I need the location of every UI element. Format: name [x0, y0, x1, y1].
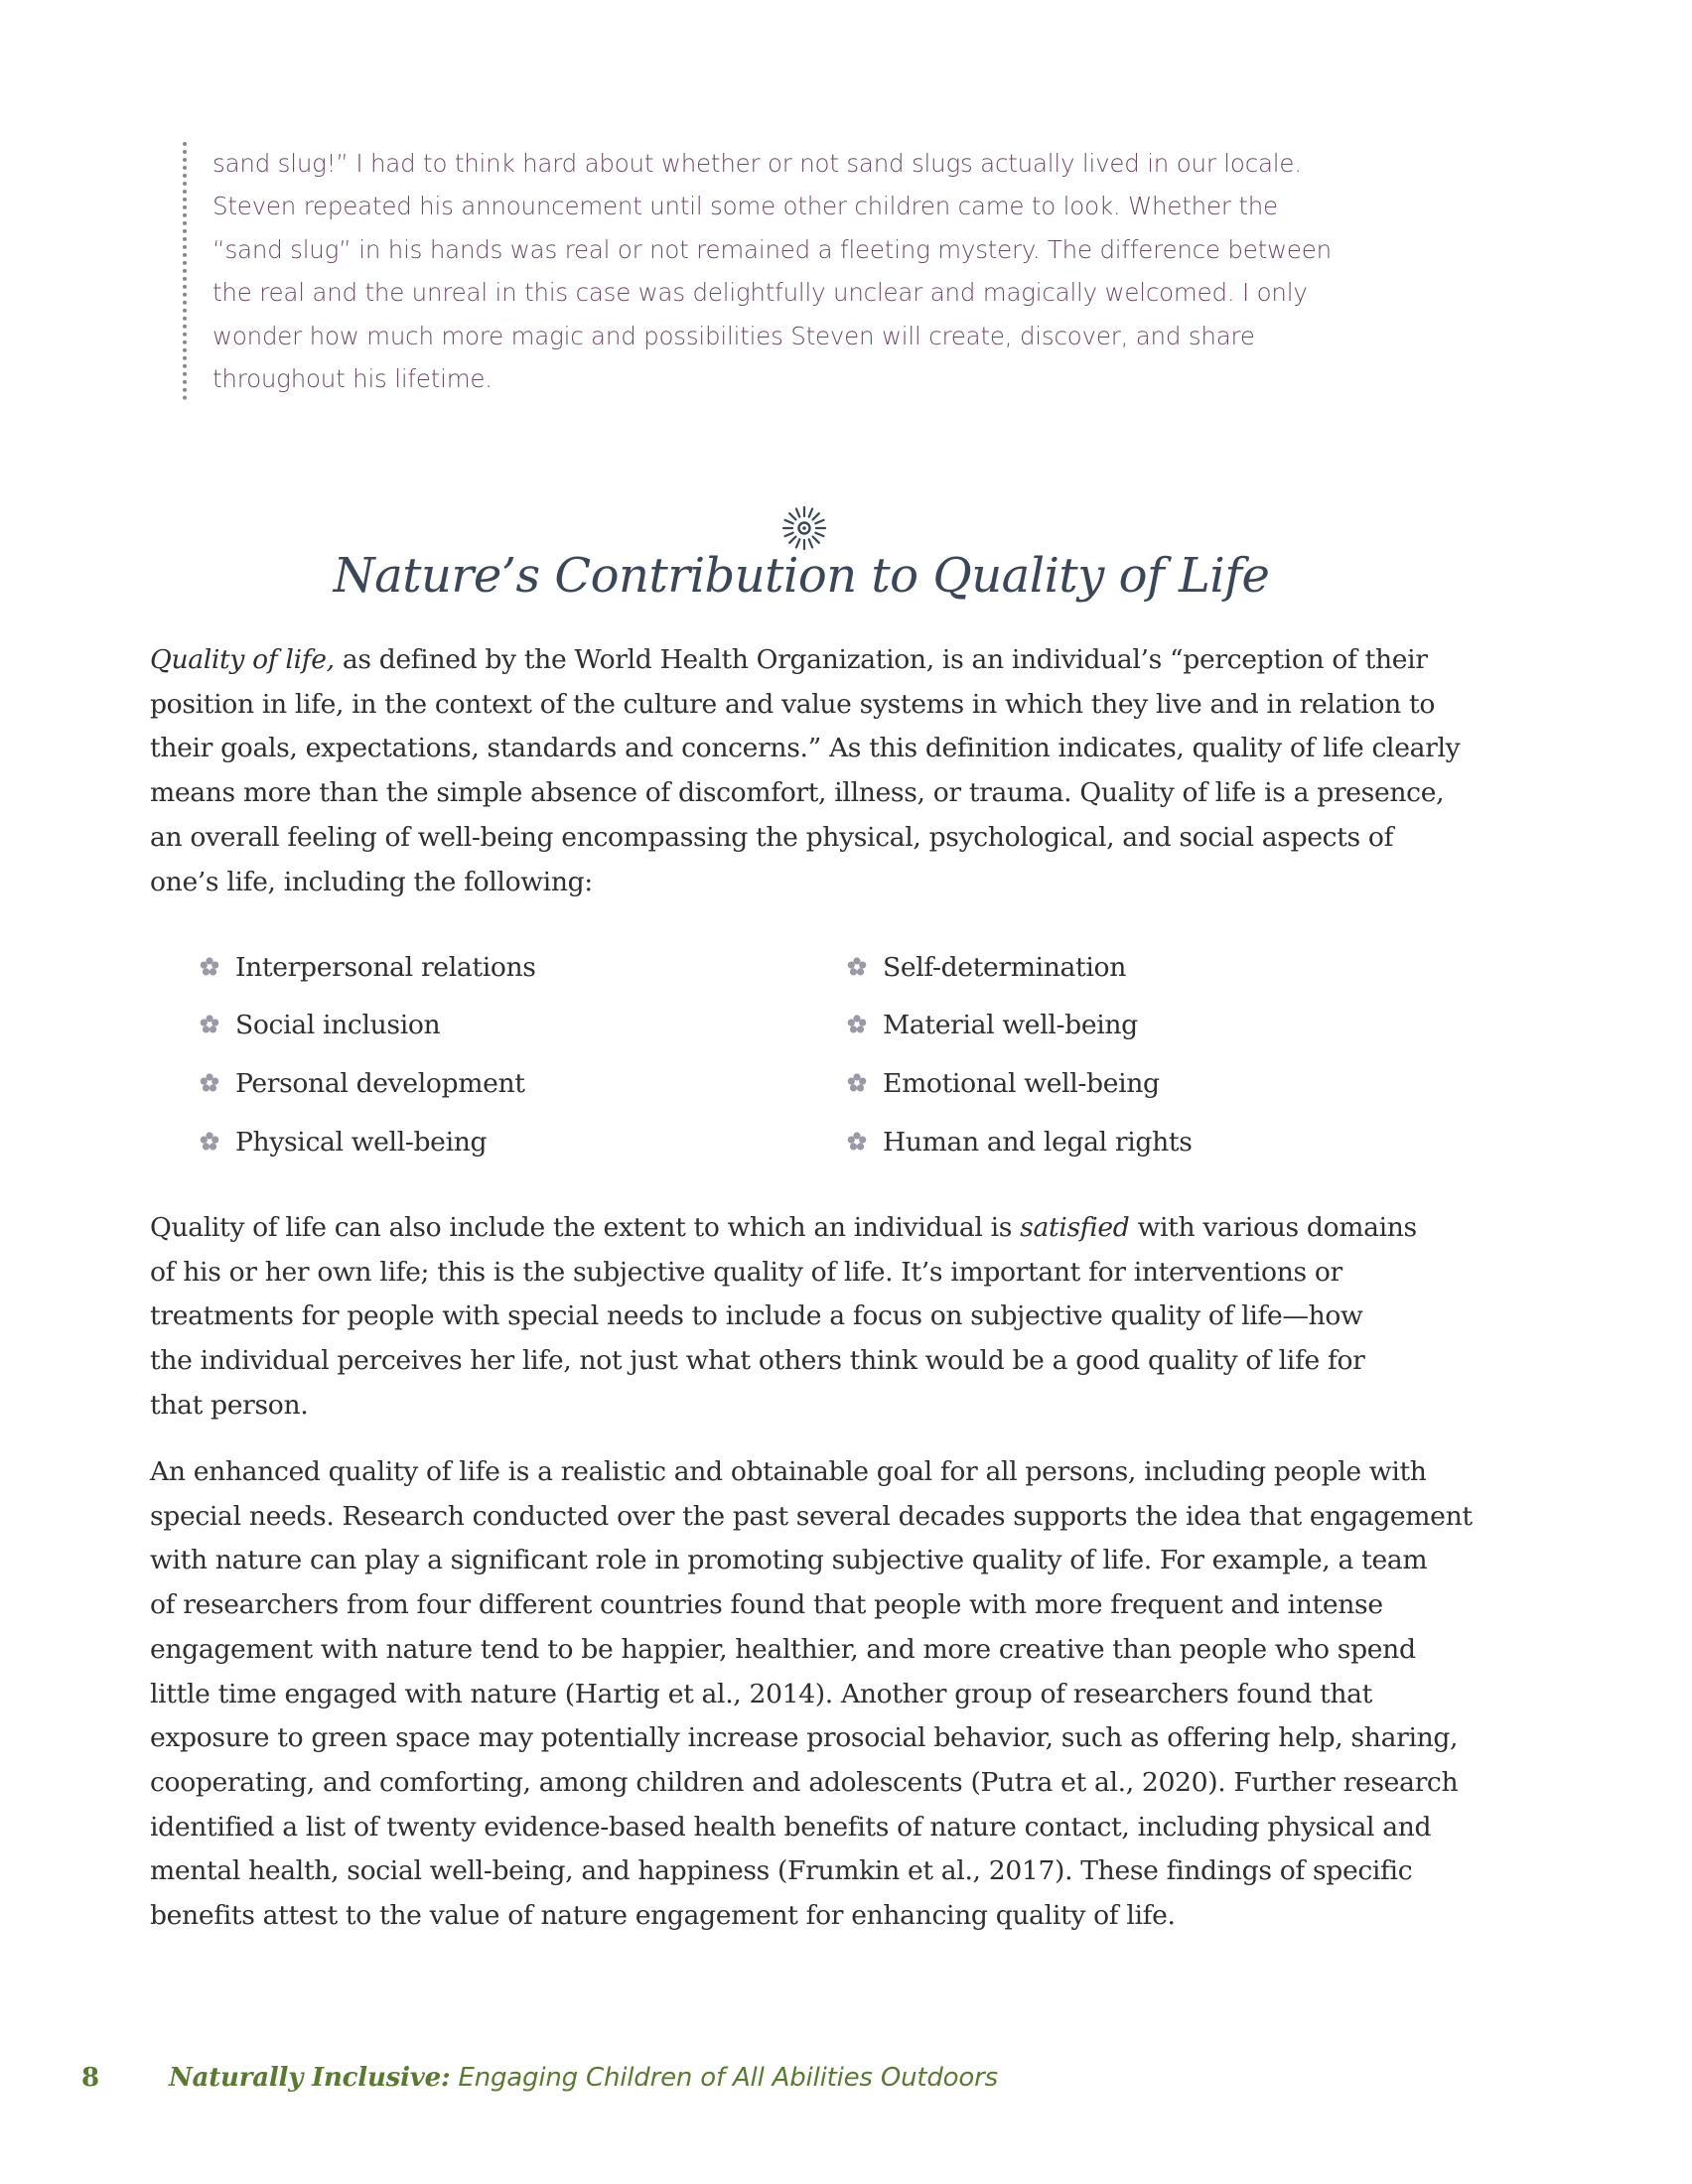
line-text: Quality of life can also include the extent to which an individual is [150, 1212, 1021, 1243]
term-italic: Quality of life, [150, 644, 335, 675]
list-item [199, 947, 536, 987]
quote-line: throughout his lifetime. [212, 364, 493, 394]
list-item-label: Human and legal rights [883, 1126, 1193, 1158]
book-subtitle: Engaging Children of All Abilities Outdoors [450, 2063, 998, 2093]
list-item [199, 1122, 487, 1161]
quality-of-life-list [0, 947, 1692, 1185]
paragraph-line: that person. [150, 1389, 309, 1421]
paragraph-line: little time engaged with nature (Hartig et al., 2014). Another group of researchers found that [150, 1678, 1373, 1709]
line-text: as defined by the World Health Organization, is an individual’s “perception of their [334, 644, 1428, 675]
list-item [846, 1063, 1160, 1103]
paragraph-line: benefits attest to the value of nature engagement for enhancing quality of life. [150, 1900, 1176, 1932]
paragraph-line: special needs. Research conducted over the past several decades supports the idea that engagement [150, 1500, 1473, 1532]
quote-line: Steven repeated his announcement until some other children came to look. Whether the [212, 192, 1278, 221]
flower-bullet-icon [846, 1072, 868, 1094]
book-title: Naturally Inclusive: [169, 2063, 451, 2093]
quote-line: “sand slug” in his hands was real or not remained a fleeting mystery. The difference between [212, 234, 1332, 264]
line-text: with various domains [1129, 1212, 1417, 1243]
section-heading: Nature’s Contribution to Quality of Life [333, 548, 1270, 604]
paragraph-line: engagement with nature tend to be happier, healthier, and more creative than people who spend [150, 1633, 1416, 1665]
paragraph-line: their goals, expectations, standards and concerns.” As this definition indicates, quality of life clearly [150, 733, 1461, 764]
term-italic: satisfied [1020, 1212, 1130, 1243]
quote-line: sand slug!” I had to think hard about whether or not sand slugs actually lived in our locale. [212, 149, 1302, 178]
paragraph-subjective [150, 1206, 1417, 1429]
flower-bullet-icon [199, 1072, 220, 1094]
flower-bullet-icon [199, 1131, 220, 1153]
paragraph-line: of researchers from four different countries found that people with more frequent and intense [150, 1589, 1383, 1621]
list-item-label: Emotional well-being [883, 1067, 1160, 1099]
list-item-label: Interpersonal relations [235, 951, 536, 983]
paragraph-definition [150, 638, 1460, 904]
paragraph-line: position in life, in the context of the culture and value systems in which they live and in relation to [150, 688, 1436, 720]
running-title [169, 2063, 998, 2093]
sunburst-icon [780, 504, 828, 552]
paragraph-line: treatments for people with special needs to include a focus on subjective quality of life—how [150, 1300, 1363, 1332]
paragraph-line: mental health, social well-being, and happiness (Frumkin et al., 2017). These findings of specific [150, 1855, 1413, 1887]
paragraph-line: one’s life, including the following: [150, 866, 593, 897]
paragraph-line: exposure to green space may potentially increase prosocial behavior, such as offering help, sharing, [150, 1722, 1459, 1754]
sidebar-quote [183, 142, 1434, 400]
list-item-label: Material well-being [883, 1009, 1138, 1040]
list-item [846, 1005, 1138, 1044]
paragraph-line: An enhanced quality of life is a realistic and obtainable goal for all persons, including people with [150, 1456, 1427, 1487]
paragraph-line: with nature can play a significant role in promoting subjective quality of life. For example, a team [150, 1545, 1428, 1576]
list-item-label: Personal development [235, 1067, 525, 1099]
paragraph-line: the individual perceives her life, not just what others think would be a good quality of life for [150, 1345, 1365, 1377]
quote-line: wonder how much more magic and possibilities Steven will create, discover, and share [212, 321, 1255, 350]
list-item [199, 1005, 440, 1044]
list-item-label: Social inclusion [235, 1009, 441, 1040]
paragraph-line: of his or her own life; this is the subjective quality of life. It’s important for interventions or [150, 1256, 1342, 1288]
flower-bullet-icon [199, 956, 220, 978]
paragraph-line: an overall feeling of well-being encompassing the physical, psychological, and social aspects of [150, 821, 1394, 853]
list-item-label: Physical well-being [235, 1126, 488, 1158]
paragraph-line: cooperating, and comforting, among children and adolescents (Putra et al., 2020). Further research [150, 1766, 1459, 1798]
flower-bullet-icon [846, 956, 868, 978]
paragraph-line: means more than the simple absence of discomfort, illness, or trauma. Quality of life is a presence, [150, 777, 1445, 809]
list-item-label: Self-determination [883, 951, 1126, 983]
page-number: 8 [81, 2063, 100, 2093]
flower-bullet-icon [846, 1131, 868, 1153]
list-item [846, 947, 1126, 987]
page-footer [0, 2063, 1692, 2103]
paragraph-line: identified a list of twenty evidence-based health benefits of nature contact, including physical and [150, 1811, 1432, 1843]
list-item [846, 1122, 1193, 1161]
flower-bullet-icon [846, 1014, 868, 1035]
paragraph-line [150, 638, 1460, 683]
list-item [199, 1063, 525, 1103]
paragraph-research [150, 1450, 1473, 1939]
quote-line: the real and the unreal in this case was delightfully unclear and magically welcomed. I only [212, 278, 1308, 308]
paragraph-line [150, 1206, 1417, 1251]
flower-bullet-icon [199, 1014, 220, 1035]
